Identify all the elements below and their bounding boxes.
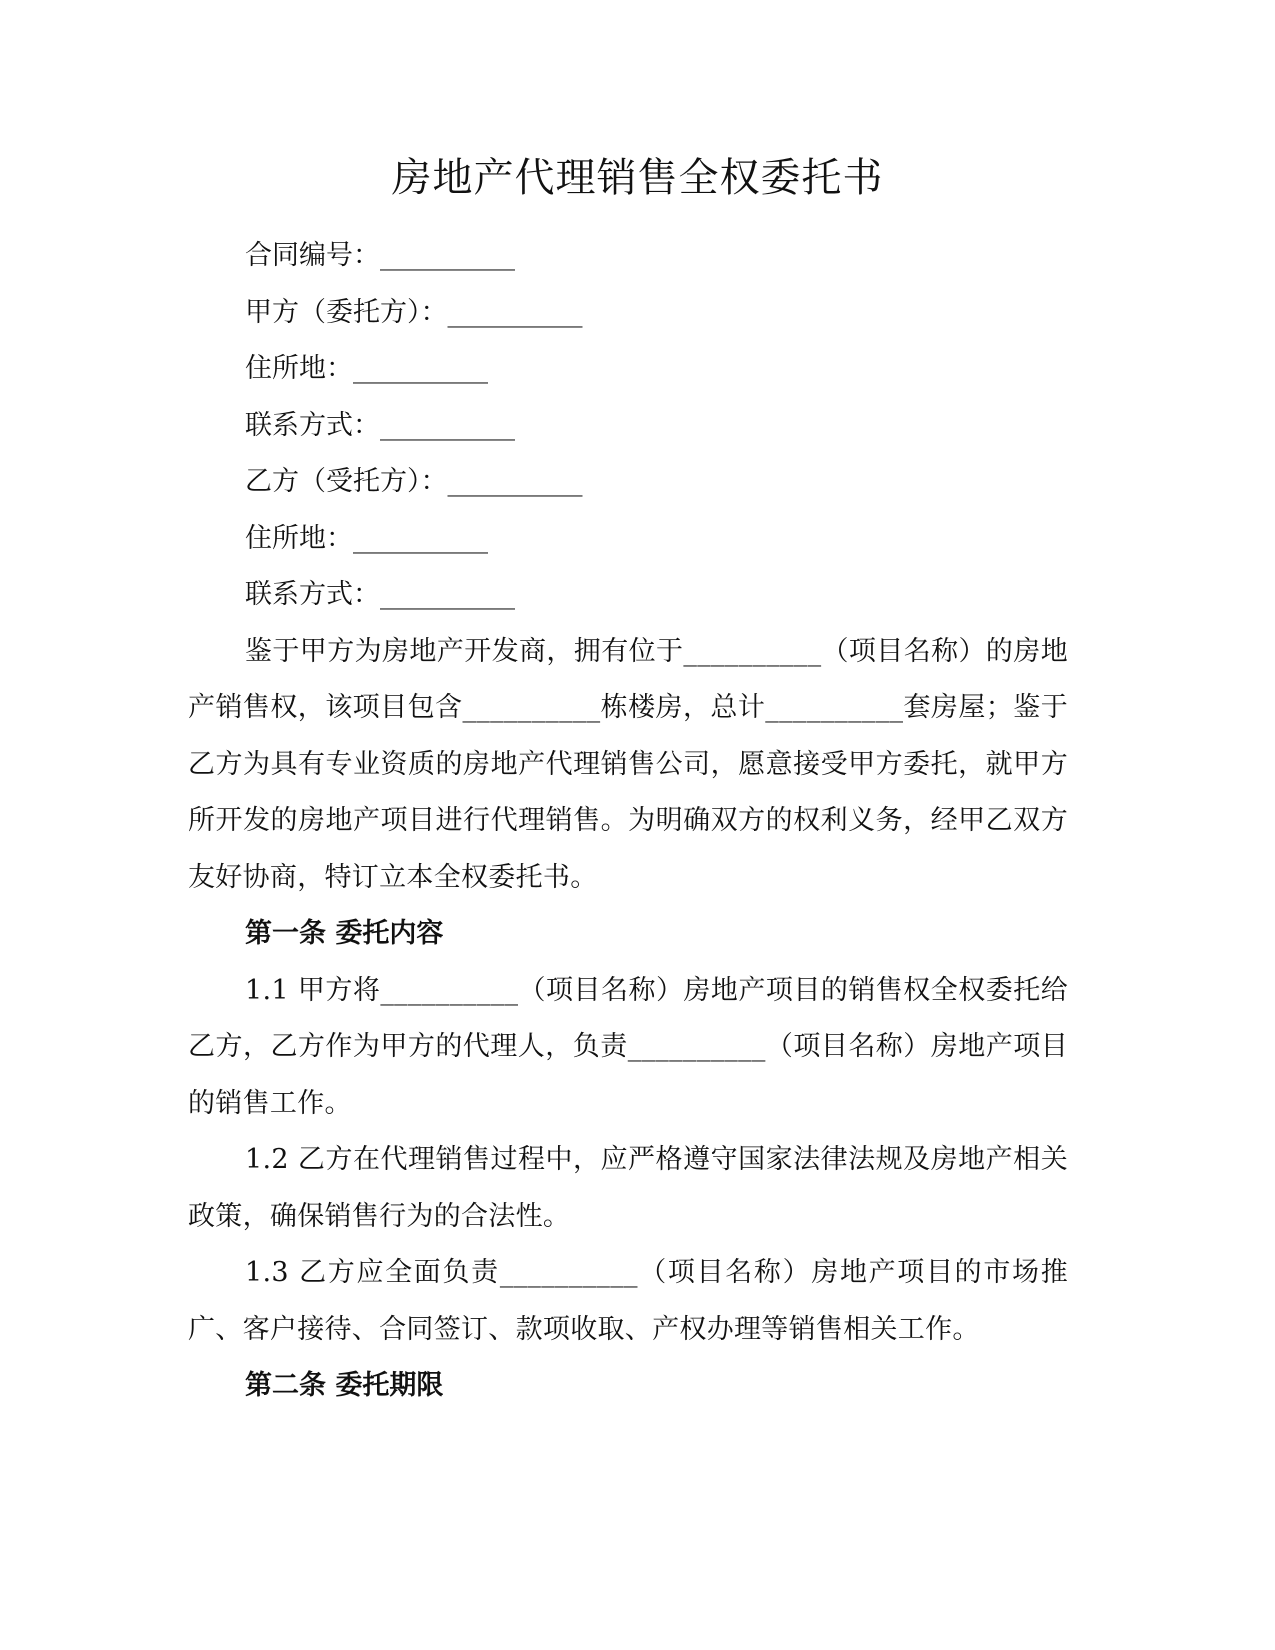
field-blank: __________ xyxy=(380,409,515,441)
field-party-a-address xyxy=(188,341,1068,398)
field-label: 住所地： xyxy=(245,522,353,554)
clause-1-1: 1.1 甲方将__________（项目名称）房地产项目的销售权全权委托给乙方，乙方作为甲方的代理人，负责__________（项目名称）房地产项目的销售工作。 xyxy=(188,974,1068,1119)
field-label: 合同编号： xyxy=(245,240,380,271)
field-label: 联系方式： xyxy=(245,579,380,610)
document-body xyxy=(188,228,1068,1415)
preamble-paragraph: 鉴于甲方为房地产开发商，拥有位于__________（项目名称）的房地产销售权，该项目包含__________栋楼房，总计__________套房屋；鉴于乙方为具有专业资质的房地产代理销售公司，愿意接受甲方委托，就甲方所开发的房地产项目进行代理销售。为明确双方的权利义务，经甲乙双方友好协商，特订立本全权委托书。 xyxy=(188,635,1068,893)
clause-1-2: 1.2 乙方在代理销售过程中，应严格遵守国家法律法规及房地产相关政策，确保销售行为的合法性。 xyxy=(188,1144,1068,1232)
field-label: 甲方（委托方）： xyxy=(245,296,448,328)
field-blank: __________ xyxy=(447,296,583,328)
article-1-heading: 第一条 委托内容 xyxy=(245,918,444,949)
field-label: 住所地： xyxy=(245,353,353,384)
clause-1-3: 1.3 乙方应全面负责__________（项目名称）房地产项目的市场推广、客户接待、合同签订、款项收取、产权办理等销售相关工作。 xyxy=(188,1257,1068,1345)
field-blank: __________ xyxy=(353,522,488,554)
field-party-b xyxy=(188,454,1068,511)
document-title: 房地产代理销售全权委托书 xyxy=(391,155,884,201)
field-blank: __________ xyxy=(353,353,488,384)
field-blank: __________ xyxy=(447,466,583,497)
field-contract-number xyxy=(188,228,1068,285)
article-2-heading: 第二条 委托期限 xyxy=(245,1370,444,1401)
field-label: 联系方式： xyxy=(245,409,380,441)
field-party-b-address xyxy=(188,511,1068,568)
field-label: 乙方（受托方）： xyxy=(245,466,448,497)
field-party-a xyxy=(188,285,1068,342)
field-blank: __________ xyxy=(380,579,515,610)
field-blank: __________ xyxy=(380,240,515,271)
field-party-b-contact xyxy=(188,567,1068,624)
field-party-a-contact xyxy=(188,398,1068,455)
